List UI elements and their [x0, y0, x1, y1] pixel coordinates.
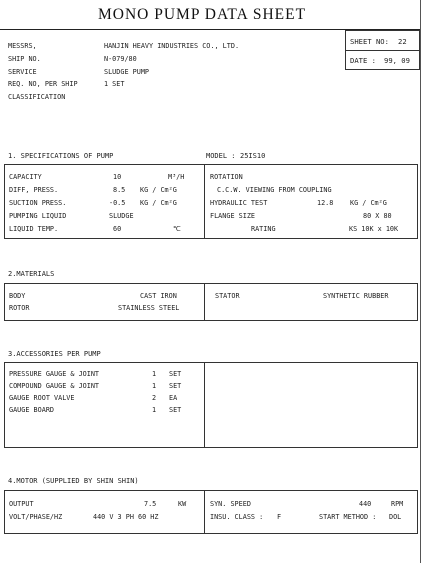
- accessory-qty: 2: [152, 394, 157, 402]
- ship-no-value: N-079/80: [104, 55, 137, 63]
- liquid-temp-label: LIQUID TEMP.: [9, 225, 59, 233]
- sheet-no-label: SHEET NO:: [350, 37, 389, 46]
- ship-no-label: SHIP NO.: [8, 55, 41, 63]
- motor-box: [4, 490, 418, 534]
- insu-class-value: F: [277, 513, 282, 521]
- liquid-temp-unit: ℃: [173, 225, 181, 233]
- output-unit: KW: [178, 500, 187, 508]
- messrs-value: HANJIN HEAVY INDUSTRIES CO., LTD.: [104, 42, 240, 50]
- capacity-value: 10: [113, 173, 122, 181]
- syn-speed-value: 440: [359, 500, 372, 508]
- accessory-qty: 1: [152, 370, 157, 378]
- accessory-qty: 1: [152, 382, 157, 390]
- hydraulic-test-value: 12.8: [317, 199, 334, 207]
- flange-size-value: 80 X 80: [363, 212, 392, 220]
- messrs-label: MESSRS,: [8, 42, 37, 50]
- page-title: MONO PUMP DATA SHEET: [98, 6, 307, 23]
- rotor-value: STAINLESS STEEL: [118, 304, 180, 312]
- syn-speed-label: SYN. SPEED: [210, 500, 251, 508]
- diff-press-unit: KG / Cm²G: [140, 186, 177, 194]
- capacity-unit: M³/H: [168, 173, 185, 181]
- stator-label: STATOR: [215, 292, 240, 300]
- accessory-name: GAUGE BOARD: [9, 406, 55, 414]
- rating-value: KS 10K x 10K: [349, 225, 399, 233]
- start-method-value: DOL: [389, 513, 402, 521]
- service-label: SERVICE: [8, 68, 37, 76]
- body-label: BODY: [9, 292, 26, 300]
- suction-press-value: -0.5: [109, 199, 126, 207]
- rotor-label: ROTOR: [9, 304, 30, 312]
- req-no-label: REQ. NO, PER SHIP: [8, 80, 78, 88]
- volt-phase-hz-label: VOLT/PHASE/HZ: [9, 513, 63, 521]
- flange-size-label: FLANGE SIZE: [210, 212, 256, 220]
- liquid-temp-value: 60: [113, 225, 122, 233]
- syn-speed-unit: RPM: [391, 500, 404, 508]
- accessory-unit: EA: [169, 394, 178, 402]
- model-label: MODEL :: [206, 152, 236, 160]
- diff-press-label: DIFF, PRESS.: [9, 186, 59, 194]
- stator-value: SYNTHETIC RUBBER: [323, 292, 389, 300]
- accessory-name: PRESSURE GAUGE & JOINT: [9, 370, 100, 378]
- motor-heading: 4.MOTOR (SUPPLIED BY SHIN SHIN): [8, 477, 139, 485]
- service-value: SLUDGE PUMP: [104, 68, 150, 76]
- spec-box: [4, 164, 418, 239]
- accessories-heading: 3.ACCESSORIES PER PUMP: [8, 350, 101, 358]
- hydraulic-test-unit: KG / Cm²G: [350, 199, 387, 207]
- accessory-unit: SET: [169, 406, 182, 414]
- volt-phase-hz-value: 440 V 3 PH 60 HZ: [93, 513, 159, 521]
- materials-box: [4, 283, 418, 321]
- rating-label: RATING: [251, 225, 276, 233]
- pumping-liquid-value: SLUDGE: [109, 212, 134, 220]
- hydraulic-test-label: HYDRAULIC TEST: [210, 199, 268, 207]
- accessory-qty: 1: [152, 406, 157, 414]
- classification-label: CLASSIFICATION: [8, 93, 66, 101]
- rotation-value: C.C.W. VIEWING FROM COUPLING: [217, 186, 332, 194]
- accessories-box: [4, 362, 418, 448]
- req-no-value: 1 SET: [104, 80, 125, 88]
- body-value: CAST IRON: [140, 292, 177, 300]
- accessory-name: COMPOUND GAUGE & JOINT: [9, 382, 100, 390]
- date-value: 99, 09: [384, 56, 410, 65]
- pumping-liquid-label: PUMPING LIQUID: [9, 212, 67, 220]
- rotation-label: ROTATION: [210, 173, 243, 181]
- date-label: DATE :: [350, 56, 376, 65]
- suction-press-label: SUCTION PRESS.: [9, 199, 67, 207]
- insu-class-label: INSU. CLASS :: [210, 513, 264, 521]
- sheet-no-value: 22: [398, 37, 407, 46]
- output-value: 7.5: [144, 500, 157, 508]
- materials-heading: 2.MATERIALS: [8, 270, 55, 278]
- model-value: 25IS10: [240, 152, 266, 160]
- accessory-unit: SET: [169, 370, 182, 378]
- page-edge: [420, 0, 421, 563]
- suction-press-unit: KG / Cm²G: [140, 199, 177, 207]
- sheet-box: [345, 30, 420, 70]
- capacity-label: CAPACITY: [9, 173, 42, 181]
- accessory-unit: SET: [169, 382, 182, 390]
- start-method-label: START METHOD :: [319, 513, 377, 521]
- output-label: OUTPUT: [9, 500, 34, 508]
- diff-press-value: 8.5: [113, 186, 126, 194]
- spec-heading: 1. SPECIFICATIONS OF PUMP: [8, 152, 114, 160]
- accessory-name: GAUGE ROOT VALVE: [9, 394, 75, 402]
